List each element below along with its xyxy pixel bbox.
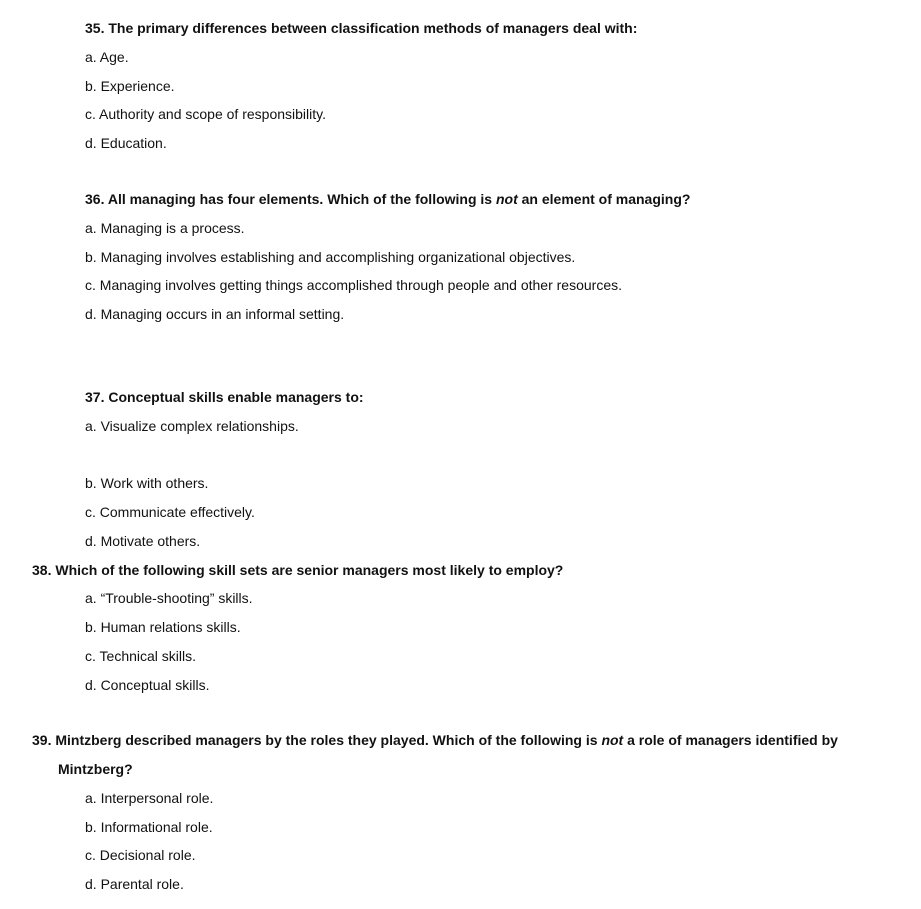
question-39-option-c: c. Decisional role. [85, 847, 196, 863]
question-38-option-c: c. Technical skills. [85, 648, 197, 664]
question-39-text-pre: 39. Mintzberg described managers by the roles they played. Which of the following is [32, 732, 602, 748]
question-35-option-c: c. Authority and scope of responsibility. [85, 106, 326, 122]
question-36-option-c: c. Managing involves getting things accomplished through people and other resources. [85, 277, 622, 293]
question-37-option-c: c. Communicate effectively. [85, 504, 255, 520]
question-36-option-d: d. Managing occurs in an informal setting. [85, 306, 345, 322]
question-36-text-pre: 36. All managing has four elements. Which of the following is [85, 191, 496, 207]
question-38-stem [32, 561, 563, 579]
question-37-option-b: b. Work with others. [85, 475, 209, 491]
question-39-text-post: a role of managers identified by [623, 732, 838, 748]
question-36-option-a: a. Managing is a process. [85, 220, 245, 236]
question-35-stem [85, 19, 637, 37]
question-37-option-d: d. Motivate others. [85, 533, 201, 549]
question-39-stem [32, 731, 838, 749]
question-36-text-emphasis: not [495, 191, 518, 207]
question-38-text: 38. Which of the following skill sets are senior managers most likely to employ? [32, 562, 564, 578]
question-39-option-a: a. Interpersonal role. [85, 790, 214, 806]
question-35-option-b: b. Experience. [85, 78, 175, 94]
question-37-stem [85, 388, 364, 406]
question-39-text-emphasis: not [601, 732, 624, 748]
question-39-option-b: b. Informational role. [85, 819, 213, 835]
question-38-option-b: b. Human relations skills. [85, 619, 241, 635]
question-39-stem-line2: Mintzberg? [58, 761, 133, 777]
question-38-option-d: d. Conceptual skills. [85, 677, 210, 693]
question-36-option-b: b. Managing involves establishing and accomplishing organizational objectives. [85, 249, 576, 265]
question-39-option-d: d. Parental role. [85, 876, 184, 892]
question-37-option-a: a. Visualize complex relationships. [85, 418, 299, 434]
question-35-option-d: d. Education. [85, 135, 167, 151]
question-38-option-a: a. “Trouble-shooting” skills. [85, 590, 253, 606]
question-36-text-post: an element of managing? [517, 191, 691, 207]
question-35-option-a: a. Age. [85, 49, 129, 65]
question-37-text: 37. Conceptual skills enable managers to: [85, 389, 364, 405]
question-35-text: 35. The primary differences between classification methods of managers deal with: [85, 20, 638, 36]
question-36-stem [85, 190, 690, 208]
